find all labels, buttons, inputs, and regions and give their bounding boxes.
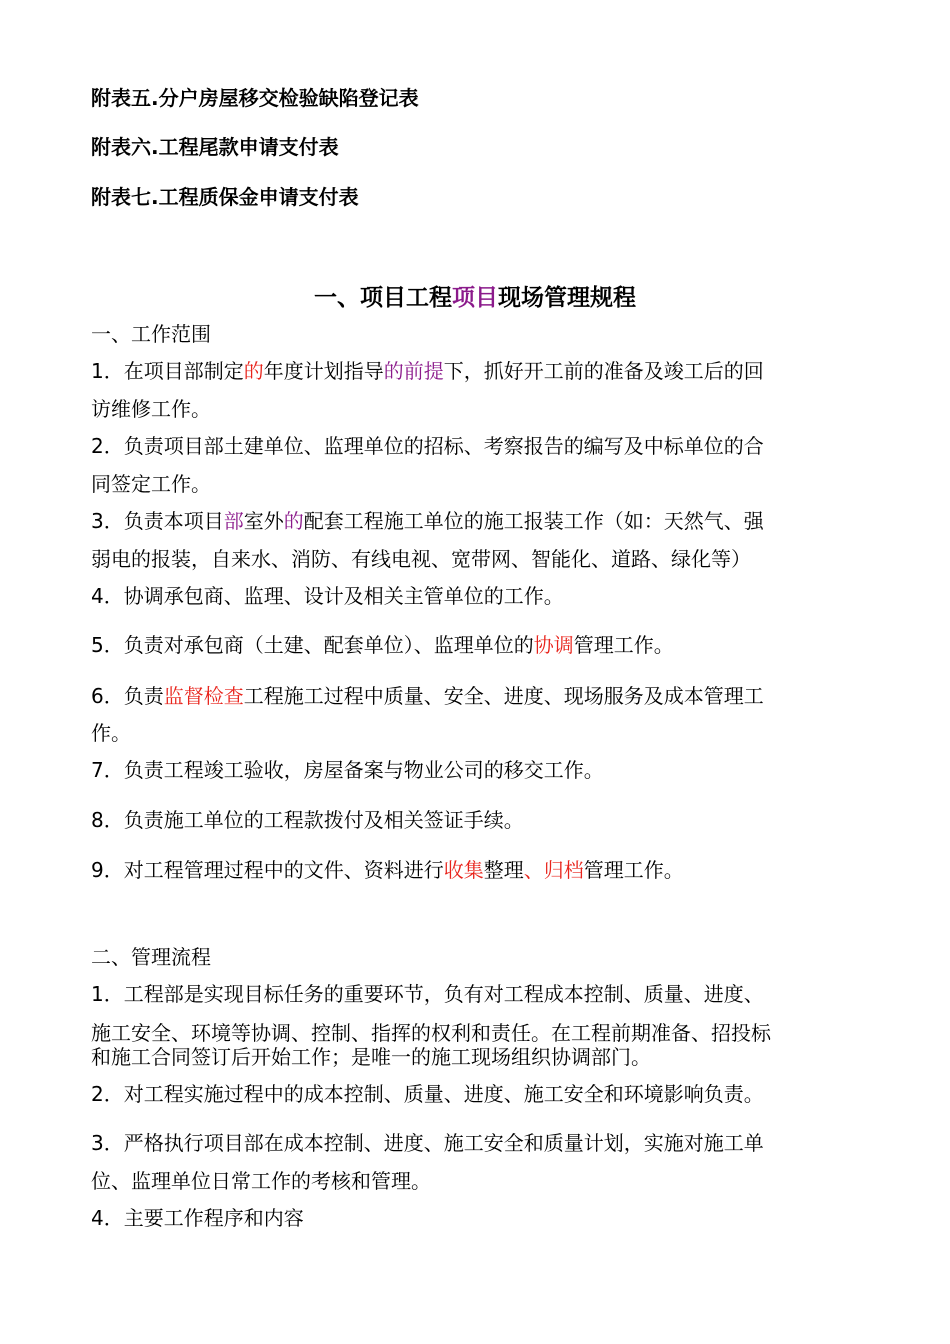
text-run: 工程施工过程中质量、安全、进度、现场服务及成本管理工 [243,684,764,708]
text-run-red: 协调 [533,633,574,657]
text-run-red: 监督检查 [163,684,244,708]
appendix-item-7: 附表七.工程质保金申请支付表 [91,185,359,209]
text-run-red: 的 [243,359,264,383]
text-run: 年度计划指导 [263,359,384,383]
text-run: 配套工程施工单位的施工报装工作（如：天然气、强 [303,509,764,533]
section2-item1-line3: 和施工合同签订后开始工作；是唯一的施工现场组织协调部门。 [91,1045,651,1069]
section2-item2: 2．对工程实施过程中的成本控制、质量、进度、施工安全和环境影响负责。 [91,1082,764,1106]
section2-item3-line1: 3．严格执行项目部在成本控制、进度、施工安全和质量计划，实施对施工单 [91,1131,764,1155]
section1-item6-line1 [91,682,764,710]
title-text-after: 现场管理规程 [498,285,636,311]
title-text-before: 一、项目工程 [314,285,452,311]
text-run: 3．负责本项目 [91,509,224,533]
section1-item1-line1 [91,357,764,385]
text-run: 管理工作。 [583,858,684,882]
page-title [0,282,950,314]
section1-item6-line2: 作。 [91,721,131,745]
section2-item4: 4．主要工作程序和内容 [91,1206,304,1230]
section2-item1-line1: 1．工程部是实现目标任务的重要环节，负有对工程成本控制、质量、进度、 [91,982,764,1006]
section1-item9 [91,856,684,884]
section1-item3-line2: 弱电的报装，自来水、消防、有线电视、宽带网、智能化、道路、绿化等） [91,547,751,571]
section2-item3-line2: 位、监理单位日常工作的考核和管理。 [91,1169,431,1193]
text-run: 下，抓好开工前的准备及竣工后的回 [443,359,764,383]
appendix-item-5: 附表五.分户房屋移交检验缺陷登记表 [91,86,419,110]
section1-heading: 一、工作范围 [91,322,211,346]
section1-item2-line2: 同签定工作。 [91,472,211,496]
text-run: 6．负责 [91,684,164,708]
title-highlight: 项目 [452,285,498,311]
section1-item3-line1 [91,507,764,535]
text-run: 室外 [243,509,284,533]
section2-item1-line2: 施工安全、环境等协调、控制、指挥的权利和责任。在工程前期准备、招投标 [91,1021,771,1045]
text-run: 9．对工程管理过程中的文件、资料进行 [91,858,444,882]
section1-item5 [91,631,674,659]
text-run: 5．负责对承包商（土建、配套单位）、监理单位的 [91,633,534,657]
appendix-item-6: 附表六.工程尾款申请支付表 [91,135,339,159]
text-run-purple: 的 [283,509,304,533]
section1-item1-line2: 访维修工作。 [91,397,211,421]
section2-heading: 二、管理流程 [91,945,211,969]
text-run: 1．在项目部制定 [91,359,244,383]
text-run-purple: 部 [223,509,244,533]
section1-item7: 7．负责工程竣工验收，房屋备案与物业公司的移交工作。 [91,758,604,782]
text-run: 管理工作。 [573,633,674,657]
text-run: 整理 [483,858,524,882]
text-run-red: 、归档 [523,858,584,882]
text-run-red: 收集 [443,858,484,882]
section1-item8: 8．负责施工单位的工程款拨付及相关签证手续。 [91,808,524,832]
section1-item4: 4．协调承包商、监理、设计及相关主管单位的工作。 [91,584,564,608]
text-run-purple: 的前提 [383,359,444,383]
section1-item2-line1: 2．负责项目部土建单位、监理单位的招标、考察报告的编写及中标单位的合 [91,434,764,458]
